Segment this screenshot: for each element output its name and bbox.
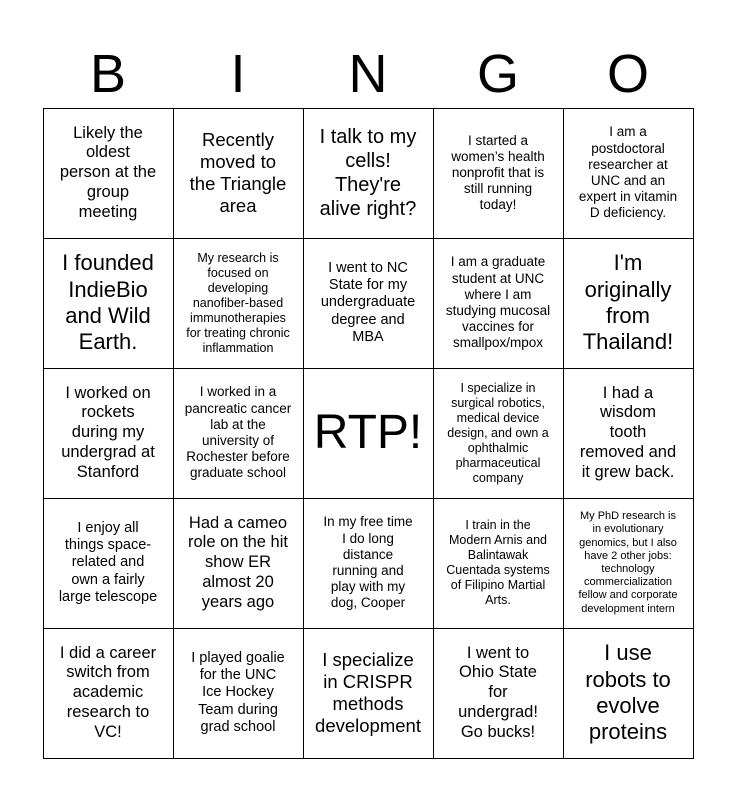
bingo-cell[interactable] bbox=[303, 628, 434, 759]
free-cell-text: RTP! bbox=[313, 406, 423, 460]
header-letter-g: G bbox=[476, 44, 519, 104]
bingo-cell[interactable] bbox=[563, 368, 694, 499]
cell-text: I went to NC State for my undergraduate degree and MBA bbox=[320, 259, 416, 346]
cell-text: I specialize in surgical robotics, medical device design, and own a ophthalmic pharmaceutical company bbox=[447, 380, 549, 485]
bingo-cell[interactable] bbox=[433, 498, 564, 629]
bingo-free-cell[interactable] bbox=[303, 368, 434, 499]
bingo-cell[interactable] bbox=[303, 108, 434, 239]
bingo-cell[interactable] bbox=[43, 628, 174, 759]
bingo-cell[interactable] bbox=[303, 238, 434, 369]
bingo-cell[interactable] bbox=[563, 498, 694, 629]
cell-text: Likely the oldest person at the group meeting bbox=[59, 123, 157, 221]
cell-text: I talk to my cells! They're alive right? bbox=[319, 126, 417, 220]
header-letter-i: I bbox=[230, 44, 246, 104]
header-letter-o: O bbox=[606, 44, 649, 104]
bingo-grid bbox=[43, 108, 693, 758]
cell-text: My research is focused on developing nanofiber-based immunotherapies for treating chronic inflammation bbox=[186, 250, 290, 355]
cell-text: I founded IndieBio and Wild Earth. bbox=[62, 250, 154, 355]
cell-text: I started a women’s health nonprofit that is still running today! bbox=[451, 132, 545, 213]
cell-text: I played goalie for the UNC Ice Hockey Team during grad school bbox=[191, 649, 285, 736]
bingo-cell[interactable] bbox=[173, 108, 304, 239]
bingo-cell[interactable] bbox=[43, 498, 174, 629]
bingo-cell[interactable] bbox=[173, 368, 304, 499]
cell-text: I enjoy all things space- related and own a fairly large telescope bbox=[58, 519, 158, 606]
header-letter-n: N bbox=[348, 44, 388, 104]
bingo-cell[interactable] bbox=[43, 108, 174, 239]
cell-text: I am a graduate student at UNC where I am studying mucosal vaccines for smallpox/mpox bbox=[445, 254, 551, 351]
bingo-cell[interactable] bbox=[173, 498, 304, 629]
bingo-cell[interactable] bbox=[563, 628, 694, 759]
cell-text: I went to Ohio State for undergrad! Go bucks! bbox=[458, 643, 538, 741]
cell-text: I am a postdoctoral researcher at UNC and an expert in vitamin D deficiency. bbox=[578, 124, 678, 221]
cell-text: I worked on rockets during my undergrad at Stanford bbox=[61, 383, 155, 481]
cell-text: I specialize in CRISPR methods development bbox=[315, 648, 421, 737]
cell-text: Recently moved to the Triangle area bbox=[189, 128, 287, 217]
cell-text: I'm originally from Thailand! bbox=[582, 250, 674, 355]
bingo-cell[interactable] bbox=[433, 368, 564, 499]
bingo-cell[interactable] bbox=[43, 368, 174, 499]
cell-text: I worked in a pancreatic cancer lab at the university of Rochester before graduate school bbox=[184, 384, 292, 481]
cell-text: I train in the Modern Arnis and Balintawak Cuentada systems of Filipino Martial Arts. bbox=[446, 518, 550, 607]
bingo-cell[interactable] bbox=[563, 108, 694, 239]
cell-text: In my free time I do long distance running and play with my dog, Cooper bbox=[323, 514, 413, 611]
bingo-cell[interactable] bbox=[303, 498, 434, 629]
bingo-cell[interactable] bbox=[173, 628, 304, 759]
cell-text: I had a wisdom tooth removed and it grew back. bbox=[579, 383, 677, 481]
bingo-cell[interactable] bbox=[43, 238, 174, 369]
cell-text: My PhD research is in evolutionary genomics, but I also have 2 other jobs: technology commercialization fellow and corporate development intern bbox=[578, 510, 678, 615]
bingo-cell[interactable] bbox=[433, 108, 564, 239]
header-letter-b: B bbox=[89, 44, 127, 104]
bingo-cell[interactable] bbox=[563, 238, 694, 369]
bingo-header bbox=[43, 40, 693, 108]
bingo-cell[interactable] bbox=[433, 238, 564, 369]
cell-text: I use robots to evolve proteins bbox=[585, 640, 671, 745]
bingo-cell[interactable] bbox=[173, 238, 304, 369]
cell-text: I did a career switch from academic research to VC! bbox=[59, 643, 157, 741]
cell-text: Had a cameo role on the hit show ER almost 20 years ago bbox=[188, 513, 288, 611]
bingo-cell[interactable] bbox=[433, 628, 564, 759]
